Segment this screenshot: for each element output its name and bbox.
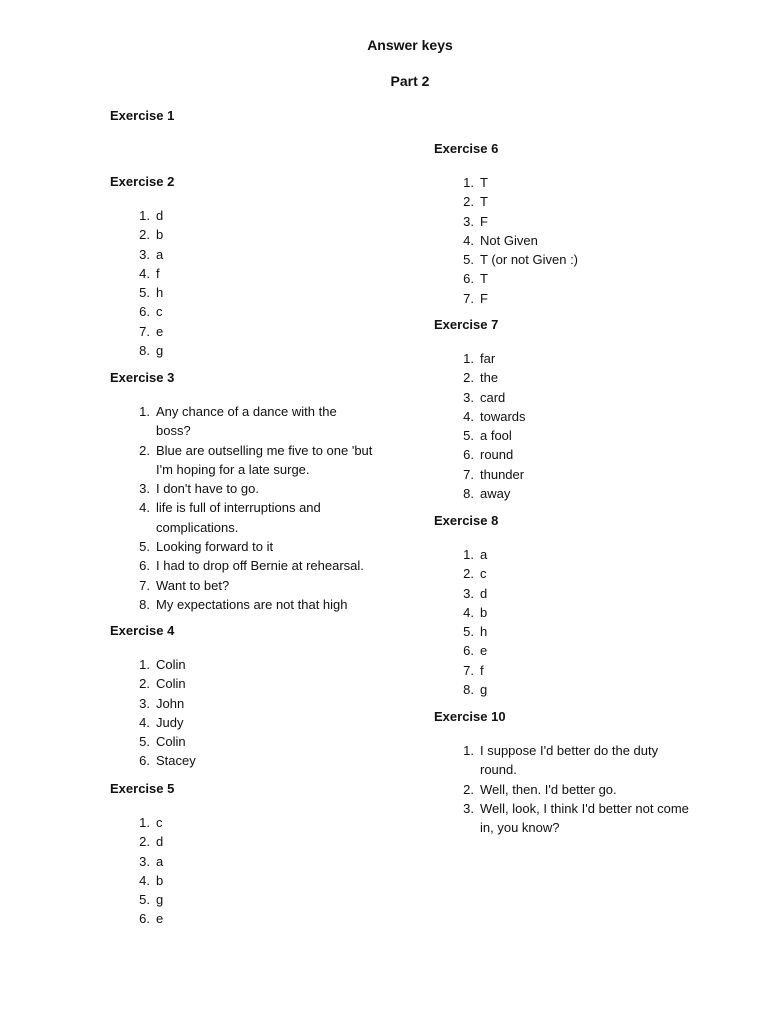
- answer-text: F: [480, 290, 488, 306]
- answer-text: d: [156, 208, 164, 223]
- item-number: 3.: [139, 246, 150, 262]
- item-number: 6.: [463, 271, 474, 287]
- answer-list: [110, 813, 410, 929]
- list-item: [434, 368, 734, 387]
- exercise-4: [110, 623, 410, 771]
- list-item: [434, 289, 734, 308]
- answer-list: [434, 545, 734, 699]
- list-item: [434, 622, 734, 641]
- exercise-heading: Exercise 4: [110, 623, 175, 638]
- answer-text: Not Given: [480, 232, 538, 248]
- list-item: [434, 564, 734, 583]
- item-number: 2.: [463, 566, 474, 582]
- item-number: 8.: [139, 596, 150, 612]
- exercise-5: [110, 781, 410, 929]
- answer-text: I suppose I'd better do the duty round.: [480, 743, 659, 778]
- answer-text: e: [480, 643, 488, 659]
- list-item: [110, 751, 410, 770]
- item-number: 5.: [139, 285, 150, 301]
- answer-text: far: [480, 351, 496, 366]
- item-number: 3.: [463, 585, 474, 601]
- list-item: [110, 245, 410, 264]
- answer-text: Colin: [156, 657, 186, 672]
- item-number: 1.: [139, 404, 150, 419]
- item-number: 3.: [463, 800, 474, 816]
- item-number: 4.: [139, 500, 150, 516]
- answer-list: [110, 655, 410, 771]
- item-number: 1.: [139, 815, 150, 830]
- answer-list: [110, 402, 400, 614]
- document-title: Answer keys: [367, 37, 453, 53]
- list-item: [434, 269, 734, 288]
- answer-text: away: [480, 486, 511, 502]
- answer-text: c: [480, 566, 487, 582]
- list-item: [434, 192, 734, 211]
- answer-text: Any chance of a dance with the boss?: [156, 404, 337, 439]
- list-item: [110, 402, 400, 441]
- list-item: [434, 680, 734, 699]
- item-number: 1.: [463, 351, 474, 366]
- list-item: [434, 741, 734, 780]
- list-item: [434, 584, 734, 603]
- item-number: 1.: [139, 657, 150, 672]
- exercise-1: [110, 108, 410, 124]
- item-number: 6.: [139, 558, 150, 574]
- list-item: [110, 556, 400, 575]
- item-number: 8.: [463, 486, 474, 502]
- answer-list: [110, 206, 410, 360]
- answer-text: Colin: [156, 734, 186, 750]
- list-item: [434, 465, 734, 484]
- list-item: [110, 832, 410, 851]
- list-item: [434, 484, 734, 503]
- item-number: 5.: [139, 734, 150, 750]
- item-number: 1.: [463, 743, 474, 758]
- item-number: 6.: [139, 304, 150, 320]
- item-number: 2.: [139, 227, 150, 243]
- list-item: [110, 732, 410, 751]
- list-item: [110, 694, 410, 713]
- answer-text: f: [480, 662, 484, 678]
- list-item: [110, 576, 400, 595]
- answer-text: T: [480, 194, 488, 210]
- answer-list: [434, 173, 734, 308]
- answer-text: d: [480, 585, 488, 601]
- list-item: [110, 871, 410, 890]
- answer-list: [434, 349, 734, 503]
- item-number: 7.: [139, 577, 150, 593]
- answer-text: e: [156, 323, 164, 339]
- answer-text: g: [156, 892, 164, 908]
- item-number: 4.: [139, 872, 150, 888]
- exercise-heading: Exercise 5: [110, 781, 175, 796]
- item-number: 5.: [463, 428, 474, 444]
- answer-text: g: [156, 343, 164, 359]
- list-item: [110, 302, 410, 321]
- answer-text: John: [156, 695, 185, 711]
- answer-text: Looking forward to it: [156, 539, 274, 555]
- exercise-heading: Exercise 7: [434, 317, 499, 332]
- list-item: [434, 349, 734, 368]
- list-item: [434, 250, 734, 269]
- answer-text: card: [480, 389, 506, 405]
- list-item: [110, 655, 410, 674]
- item-number: 2.: [463, 370, 474, 386]
- answer-text: Well, then. I'd better go.: [480, 781, 617, 797]
- list-item: [434, 407, 734, 426]
- answer-text: g: [480, 682, 488, 698]
- item-number: 3.: [463, 389, 474, 405]
- item-number: 6.: [139, 911, 150, 927]
- item-number: 2.: [463, 194, 474, 210]
- item-number: 2.: [463, 781, 474, 797]
- item-number: 4.: [139, 714, 150, 730]
- list-item: [434, 231, 734, 250]
- exercise-3: [110, 370, 410, 614]
- list-item: [434, 445, 734, 464]
- exercise-heading: Exercise 3: [110, 370, 175, 385]
- list-item: [434, 426, 734, 445]
- item-number: 4.: [463, 408, 474, 424]
- answer-text: I don't have to go.: [156, 481, 259, 497]
- item-number: 5.: [463, 252, 474, 268]
- item-number: 6.: [463, 447, 474, 463]
- answer-text: Want to bet?: [156, 577, 230, 593]
- list-item: [434, 212, 734, 231]
- exercise-heading: Exercise 10: [434, 709, 506, 724]
- list-item: [434, 661, 734, 680]
- item-number: 5.: [463, 624, 474, 640]
- answer-text: a: [480, 547, 488, 562]
- answer-text: T: [480, 175, 488, 190]
- answer-text: b: [480, 604, 488, 620]
- list-item: [110, 225, 410, 244]
- item-number: 3.: [139, 695, 150, 711]
- list-item: [434, 799, 734, 838]
- item-number: 5.: [139, 539, 150, 555]
- item-number: 4.: [463, 604, 474, 620]
- list-item: [434, 603, 734, 622]
- exercise-heading: Exercise 8: [434, 513, 499, 528]
- item-number: 4.: [139, 265, 150, 281]
- list-item: [110, 595, 400, 614]
- item-number: 3.: [139, 481, 150, 497]
- list-item: [110, 890, 410, 909]
- answer-text: T (or not Given :): [480, 252, 579, 268]
- list-item: [110, 813, 410, 832]
- list-item: [110, 909, 410, 928]
- item-number: 7.: [463, 290, 474, 306]
- item-number: 3.: [463, 213, 474, 229]
- list-item: [110, 479, 400, 498]
- list-item: [110, 322, 410, 341]
- answer-text: a fool: [480, 428, 512, 444]
- list-item: [110, 206, 410, 225]
- answer-text: Blue are outselling me five to one 'but I'm hoping for a late surge.: [156, 442, 373, 477]
- exercise-8: [434, 513, 734, 699]
- answer-text: My expectations are not that high: [156, 596, 348, 612]
- answer-text: Well, look, I think I'd better not come in, you know?: [480, 800, 689, 836]
- exercise-heading: Exercise 2: [110, 174, 175, 189]
- list-item: [434, 545, 734, 564]
- answer-text: b: [156, 227, 164, 243]
- item-number: 1.: [463, 175, 474, 190]
- answer-text: life is full of interruptions and complications.: [156, 500, 321, 535]
- exercise-7: [434, 317, 734, 503]
- list-item: [434, 173, 734, 192]
- answer-list: [434, 741, 734, 837]
- list-item: [110, 283, 410, 302]
- answer-text: b: [156, 872, 164, 888]
- left-column: [110, 108, 410, 927]
- answer-text: h: [156, 285, 164, 301]
- answer-text: T: [480, 271, 488, 287]
- item-number: 4.: [463, 232, 474, 248]
- list-item: [434, 780, 734, 799]
- item-number: 3.: [139, 853, 150, 869]
- exercise-10: [434, 709, 734, 837]
- item-number: 8.: [139, 343, 150, 359]
- answer-text: Colin: [156, 676, 186, 692]
- answer-text: a: [156, 853, 164, 869]
- item-number: 7.: [139, 323, 150, 339]
- list-item: [110, 537, 400, 556]
- answer-text: c: [156, 304, 163, 320]
- item-number: 7.: [463, 662, 474, 678]
- list-item: [110, 674, 410, 693]
- list-item: [110, 498, 400, 537]
- list-item: [110, 341, 410, 360]
- list-item: [434, 641, 734, 660]
- answer-text: Judy: [156, 714, 184, 730]
- item-number: 7.: [463, 466, 474, 482]
- exercise-heading: Exercise 6: [434, 141, 499, 156]
- item-number: 6.: [463, 643, 474, 659]
- list-item: [110, 713, 410, 732]
- answer-text: f: [156, 265, 160, 281]
- answer-text: F: [480, 213, 488, 229]
- list-item: [434, 388, 734, 407]
- answer-text: the: [480, 370, 499, 386]
- list-item: [110, 264, 410, 283]
- answer-text: c: [156, 815, 163, 830]
- item-number: 1.: [139, 208, 150, 223]
- answer-text: I had to drop off Bernie at rehearsal.: [156, 558, 364, 574]
- answer-text: e: [156, 911, 164, 927]
- answer-text: thunder: [480, 466, 525, 482]
- answer-text: h: [480, 624, 488, 640]
- item-number: 1.: [463, 547, 474, 562]
- document-subtitle: Part 2: [390, 73, 430, 89]
- item-number: 8.: [463, 682, 474, 698]
- answer-text: d: [156, 834, 164, 850]
- item-number: 6.: [139, 753, 150, 769]
- answer-text: towards: [480, 408, 526, 424]
- answer-text: Stacey: [156, 753, 196, 769]
- answer-text: a: [156, 246, 164, 262]
- item-number: 2.: [139, 676, 150, 692]
- answer-text: round: [480, 447, 514, 463]
- list-item: [110, 441, 400, 480]
- exercise-2: [110, 174, 410, 360]
- exercise-heading: Exercise 1: [110, 108, 175, 123]
- item-number: 2.: [139, 442, 150, 458]
- item-number: 5.: [139, 892, 150, 908]
- list-item: [110, 852, 410, 871]
- item-number: 2.: [139, 834, 150, 850]
- exercise-6: [434, 141, 734, 308]
